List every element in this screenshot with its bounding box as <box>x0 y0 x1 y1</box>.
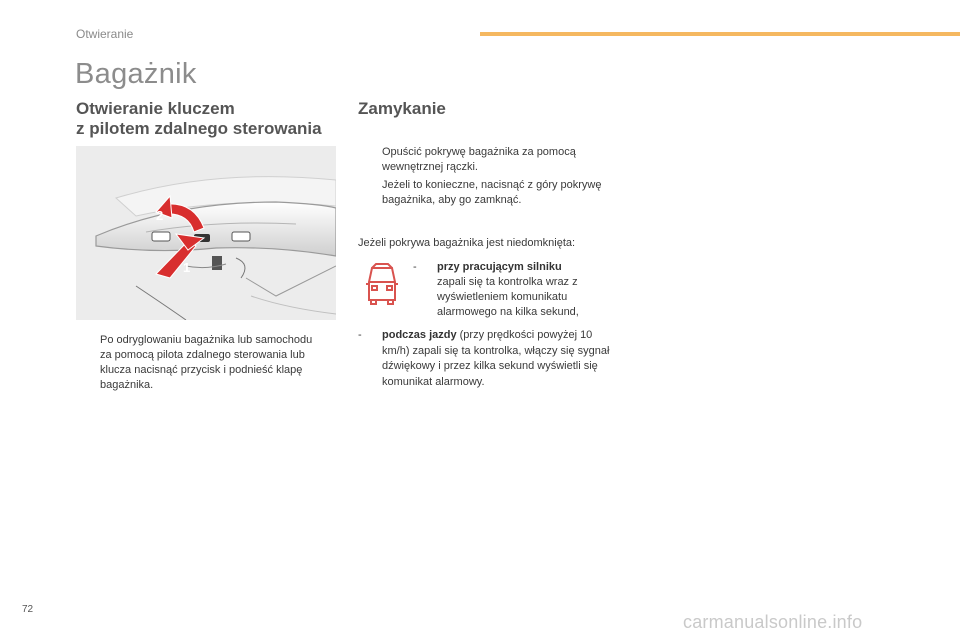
left-bullet <box>76 333 326 393</box>
right-bullet-1-text: Opuścić pokrywę bagażnika za pomocą wewnętrznej rączki. <box>382 146 576 173</box>
engine-running-label: przy pracującym silniku <box>437 261 562 273</box>
dash-marker: - <box>358 329 362 341</box>
driving-text: (przy prędkości powyżej 10 km/h) zapali się ta kontrolka, włączy się sygnał dźwiękowy i przez kilka sekund wyświetli się komunikat alarmowy. <box>382 329 610 388</box>
trunk-illustration-svg <box>76 146 336 320</box>
callout-number-2: 2 <box>156 208 164 223</box>
left-bullet-text: Po odryglowaniu bagażnika lub samochodu za pomocą pilota zdalnego sterowania lub klucza nacisnąć przycisk i podnieść klapę bagażnika. <box>100 334 313 391</box>
dash-marker: - <box>413 261 417 273</box>
watermark: carmanualsonline.info <box>683 612 863 632</box>
engine-running-item <box>413 260 613 320</box>
driving-item <box>358 328 620 390</box>
open-trunk-warning-icon <box>362 262 402 306</box>
page-number: 72 <box>22 604 34 615</box>
right-bullet-2-text: Jeżeli to konieczne, nacisnąć z góry pokrywę bagażnika, aby go zamknąć. <box>382 179 602 206</box>
left-heading-line-1: Otwieranie kluczem <box>76 99 235 118</box>
open-trunk-note: Jeżeli pokrywa bagażnika jest niedomknięta: <box>358 237 576 249</box>
right-bullet-2 <box>358 178 608 208</box>
page-title: Bagażnik <box>75 58 197 90</box>
right-bullet-1 <box>358 145 608 175</box>
engine-running-text: zapali się ta kontrolka wraz z wyświetleniem komunikatu alarmowego na kilka sekund, <box>437 276 579 318</box>
trunk-illustration <box>76 146 336 320</box>
right-heading: Zamykanie <box>358 99 446 118</box>
car-rear-open-icon <box>362 262 402 306</box>
callout-number-1: 1 <box>183 260 191 275</box>
driving-label: podczas jazdy <box>382 329 457 341</box>
left-heading-line-2: z pilotem zdalnego sterowania <box>76 119 322 138</box>
left-heading <box>76 99 346 139</box>
section-header: Otwieranie <box>76 27 134 41</box>
header-accent-bar <box>480 32 960 36</box>
